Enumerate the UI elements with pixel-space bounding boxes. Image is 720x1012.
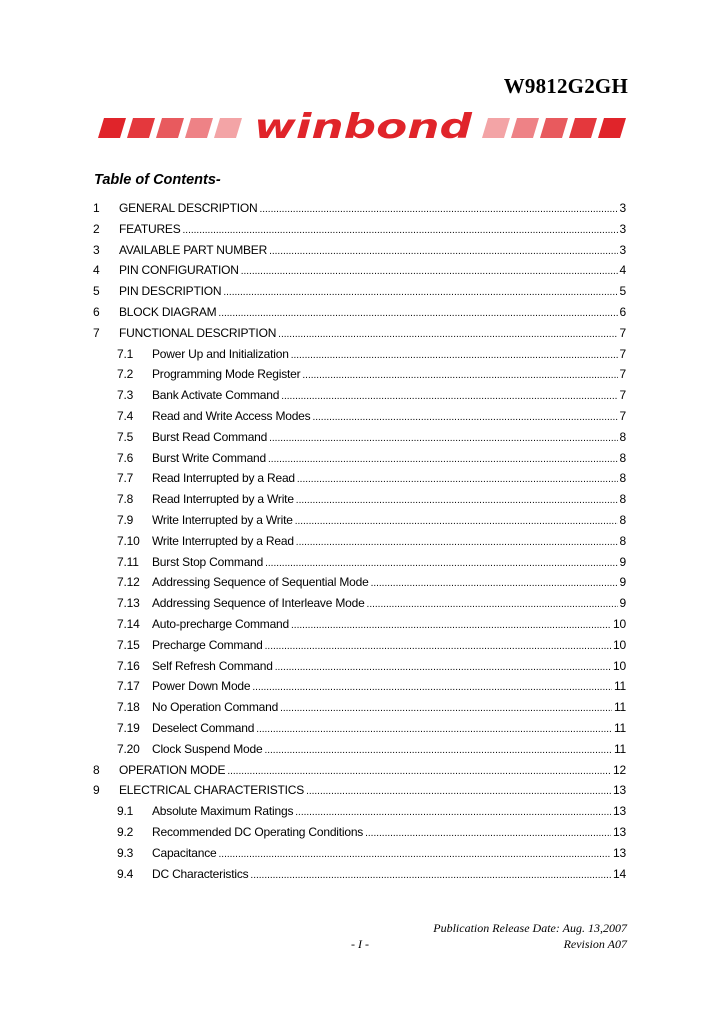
toc-entry[interactable] (0, 406, 720, 427)
toc-entry-page: 7 (619, 388, 626, 403)
dot-leader (252, 678, 612, 699)
toc-entry-label: Clock Suspend Mode (152, 741, 263, 756)
toc-entry-page: 6 (619, 304, 626, 319)
toc-entry[interactable] (0, 780, 720, 801)
toc-entry-label: Bank Activate Command (152, 388, 280, 403)
toc-entry-label: Precharge Command (152, 637, 263, 652)
dot-leader (268, 450, 618, 471)
toc-entry-label: Burst Write Command (152, 450, 267, 465)
toc-entry-label: Power Down Mode (152, 679, 251, 694)
toc-entry-label: Addressing Sequence of Interleave Mode (152, 596, 365, 611)
toc-entry-page: 8 (619, 450, 626, 465)
toc-entry-label: Deselect Command (152, 720, 255, 735)
toc-entry-number: 7.16 (117, 658, 140, 673)
dot-leader (280, 699, 612, 720)
dot-leader (296, 491, 618, 512)
dot-leader (281, 387, 617, 408)
publication-release-date: Publication Release Date: Aug. 13,2007 (433, 921, 627, 935)
toc-entry-label: OPERATION MODE (119, 762, 226, 777)
page-number: - I - (351, 937, 369, 951)
toc-entry-number: 6 (93, 304, 100, 319)
toc-entry[interactable] (0, 260, 720, 281)
toc-entry-number: 7.4 (117, 408, 134, 423)
dot-leader (295, 803, 611, 824)
toc-entry-number: 4 (93, 263, 100, 278)
dot-leader (250, 866, 611, 887)
toc-entry-label: PIN CONFIGURATION (119, 263, 239, 278)
toc-entry-page: 10 (613, 637, 626, 652)
toc-entry[interactable] (0, 718, 720, 739)
toc-entry-label: Auto-precharge Command (152, 616, 290, 631)
toc-entry-label: Self Refresh Command (152, 658, 273, 673)
toc-entry-label: BLOCK DIAGRAM (119, 304, 217, 319)
toc-entry-number: 7.8 (117, 492, 134, 507)
toc-entry-page: 3 (619, 242, 626, 257)
dot-leader (295, 512, 618, 533)
toc-entry-page: 7 (619, 408, 626, 423)
toc-entry[interactable] (0, 635, 720, 656)
toc-entry[interactable] (0, 572, 720, 593)
dot-leader (219, 845, 612, 866)
toc-entry-number: 9.4 (117, 866, 134, 881)
toc-entry-label: FUNCTIONAL DESCRIPTION (119, 325, 277, 340)
toc-entry-number: 7.10 (117, 533, 140, 548)
toc-entry-page: 9 (619, 575, 626, 590)
toc-entry-label: Addressing Sequence of Sequential Mode (152, 575, 369, 590)
toc-entry[interactable] (0, 676, 720, 697)
toc-entry-number: 7.17 (117, 679, 140, 694)
toc-entry-label: DC Characteristics (152, 866, 249, 881)
toc-entry-number: 5 (93, 284, 100, 299)
toc-entry[interactable] (0, 843, 720, 864)
toc-entry-number: 1 (93, 201, 100, 215)
toc-entry-number: 9 (93, 783, 100, 798)
toc-entry[interactable] (0, 323, 720, 344)
toc-entry-number: 7 (93, 325, 100, 340)
toc-entry[interactable] (0, 864, 720, 885)
toc-entry-number: 8 (93, 762, 100, 777)
toc-entry[interactable] (0, 801, 720, 822)
toc-entry[interactable] (0, 281, 720, 302)
toc-entry-number: 7.1 (117, 346, 134, 361)
dot-leader (259, 200, 617, 221)
dot-leader (223, 283, 617, 304)
toc-entry-label: Burst Read Command (152, 429, 268, 444)
toc-entry[interactable] (0, 448, 720, 469)
toc-entry-page: 7 (619, 325, 626, 340)
dot-leader (264, 741, 611, 762)
toc-entry-page: 13 (613, 804, 626, 819)
toc-title: Table of Contents- (94, 172, 221, 188)
toc-entry[interactable] (0, 489, 720, 510)
toc-entry-label: GENERAL DESCRIPTION (119, 201, 258, 215)
dot-leader (302, 366, 617, 387)
toc-entry[interactable] (0, 364, 720, 385)
logo-left-stripes (98, 118, 242, 138)
toc-entry-page: 12 (613, 762, 626, 777)
toc-entry-number: 7.9 (117, 512, 134, 527)
toc-entry[interactable] (0, 302, 720, 323)
dot-leader (296, 533, 618, 554)
logo-wordmark: winbond (254, 108, 473, 147)
toc-entry-number: 7.12 (117, 575, 140, 590)
toc-entry-label: Programming Mode Register (152, 367, 301, 382)
toc-entry-number: 7.20 (117, 741, 140, 756)
toc-entry-number: 7.3 (117, 388, 134, 403)
toc-entry-page: 7 (619, 346, 626, 361)
toc-entry-label: Read and Write Access Modes (152, 408, 311, 423)
dot-leader (278, 325, 617, 346)
toc-entry-page: 11 (613, 679, 626, 694)
toc-entry-number: 7.2 (117, 367, 134, 382)
toc-entry[interactable] (0, 656, 720, 677)
dot-leader (371, 574, 618, 595)
winbond-logo (96, 108, 628, 148)
dot-leader (269, 429, 617, 450)
toc-entry-page: 5 (619, 284, 626, 299)
dot-leader (275, 658, 611, 679)
toc-entry[interactable] (0, 614, 720, 635)
toc-entry-label: Write Interrupted by a Read (152, 533, 294, 548)
dot-leader (265, 637, 611, 658)
toc-entry-number: 7.5 (117, 429, 134, 444)
dot-leader (256, 720, 612, 741)
toc-entry-page: 11 (613, 720, 626, 735)
toc-entry-label: FEATURES (119, 221, 181, 236)
toc-entry-page: 11 (613, 741, 626, 756)
toc-entry-number: 7.18 (117, 700, 140, 715)
toc-entry[interactable] (0, 697, 720, 718)
dot-leader (183, 221, 618, 242)
toc-entry-page: 14 (613, 866, 626, 881)
dot-leader (365, 824, 611, 845)
toc-entry[interactable] (0, 240, 720, 261)
toc-entry[interactable] (0, 739, 720, 760)
dot-leader (218, 304, 617, 325)
toc-entry-label: Write Interrupted by a Write (152, 512, 293, 527)
toc-entry-number: 7.14 (117, 616, 140, 631)
toc-entry-page: 11 (613, 700, 626, 715)
dot-leader (312, 408, 617, 429)
dot-leader (297, 470, 618, 491)
toc-entry-page: 13 (613, 845, 626, 860)
toc-entry-page: 9 (619, 554, 626, 569)
logo-right-stripes (482, 118, 626, 138)
revision: Revision A07 (563, 937, 627, 951)
toc-entry-page: 7 (619, 367, 626, 382)
dot-leader (269, 242, 617, 263)
toc-entry[interactable] (0, 531, 720, 552)
dot-leader (265, 554, 617, 575)
toc-entry-number: 7.15 (117, 637, 140, 652)
toc-entry-label: PIN DESCRIPTION (119, 284, 222, 299)
toc-entry-label: Burst Stop Command (152, 554, 264, 569)
toc-entry-label: Recommended DC Operating Conditions (152, 824, 364, 839)
toc-entry-number: 9.3 (117, 845, 134, 860)
dot-leader (291, 616, 611, 637)
toc-entry-label: No Operation Command (152, 700, 279, 715)
toc-entry-page: 8 (619, 533, 626, 548)
toc-entry[interactable] (0, 198, 720, 219)
dot-leader (291, 346, 618, 367)
toc-entry-label: Read Interrupted by a Write (152, 492, 294, 507)
table-of-contents (0, 198, 720, 884)
dot-leader (227, 762, 611, 783)
toc-entry-page: 9 (619, 596, 626, 611)
toc-entry[interactable] (0, 385, 720, 406)
toc-entry-page: 8 (619, 429, 626, 444)
toc-entry-page: 8 (619, 492, 626, 507)
toc-entry-label: AVAILABLE PART NUMBER (119, 242, 268, 257)
toc-entry-page: 8 (619, 471, 626, 486)
toc-entry-label: Capacitance (152, 845, 217, 860)
toc-entry-number: 7.19 (117, 720, 140, 735)
toc-entry[interactable] (0, 822, 720, 843)
toc-entry-page: 8 (619, 512, 626, 527)
toc-entry[interactable] (0, 468, 720, 489)
part-number: W9812G2GH (503, 74, 628, 98)
toc-entry-page: 4 (619, 263, 626, 278)
toc-entry[interactable] (0, 219, 720, 240)
toc-entry-number: 9.2 (117, 824, 134, 839)
toc-entry[interactable] (0, 510, 720, 531)
toc-entry-page: 10 (613, 616, 626, 631)
toc-entry-number: 7.11 (117, 554, 139, 569)
toc-entry-label: Read Interrupted by a Read (152, 471, 295, 486)
toc-entry-page: 3 (619, 201, 626, 215)
toc-entry-number: 3 (93, 242, 100, 257)
toc-entry-page: 3 (619, 221, 626, 236)
toc-entry-number: 2 (93, 221, 100, 236)
toc-entry-page: 13 (613, 783, 626, 798)
toc-entry-page: 13 (613, 824, 626, 839)
toc-entry-label: Power Up and Initialization (152, 346, 289, 361)
toc-entry[interactable] (0, 593, 720, 614)
toc-entry-label: ELECTRICAL CHARACTERISTICS (119, 783, 305, 798)
dot-leader (367, 595, 618, 616)
toc-entry[interactable] (0, 760, 720, 781)
toc-entry-number: 7.13 (117, 596, 140, 611)
toc-entry-label: Absolute Maximum Ratings (152, 804, 294, 819)
toc-entry[interactable] (0, 552, 720, 573)
toc-entry-number: 7.6 (117, 450, 134, 465)
dot-leader (241, 262, 618, 283)
toc-entry-page: 10 (613, 658, 626, 673)
toc-entry-number: 9.1 (117, 804, 134, 819)
toc-entry[interactable] (0, 427, 720, 448)
toc-entry-number: 7.7 (117, 471, 134, 486)
dot-leader (306, 782, 611, 803)
toc-entry[interactable] (0, 344, 720, 365)
